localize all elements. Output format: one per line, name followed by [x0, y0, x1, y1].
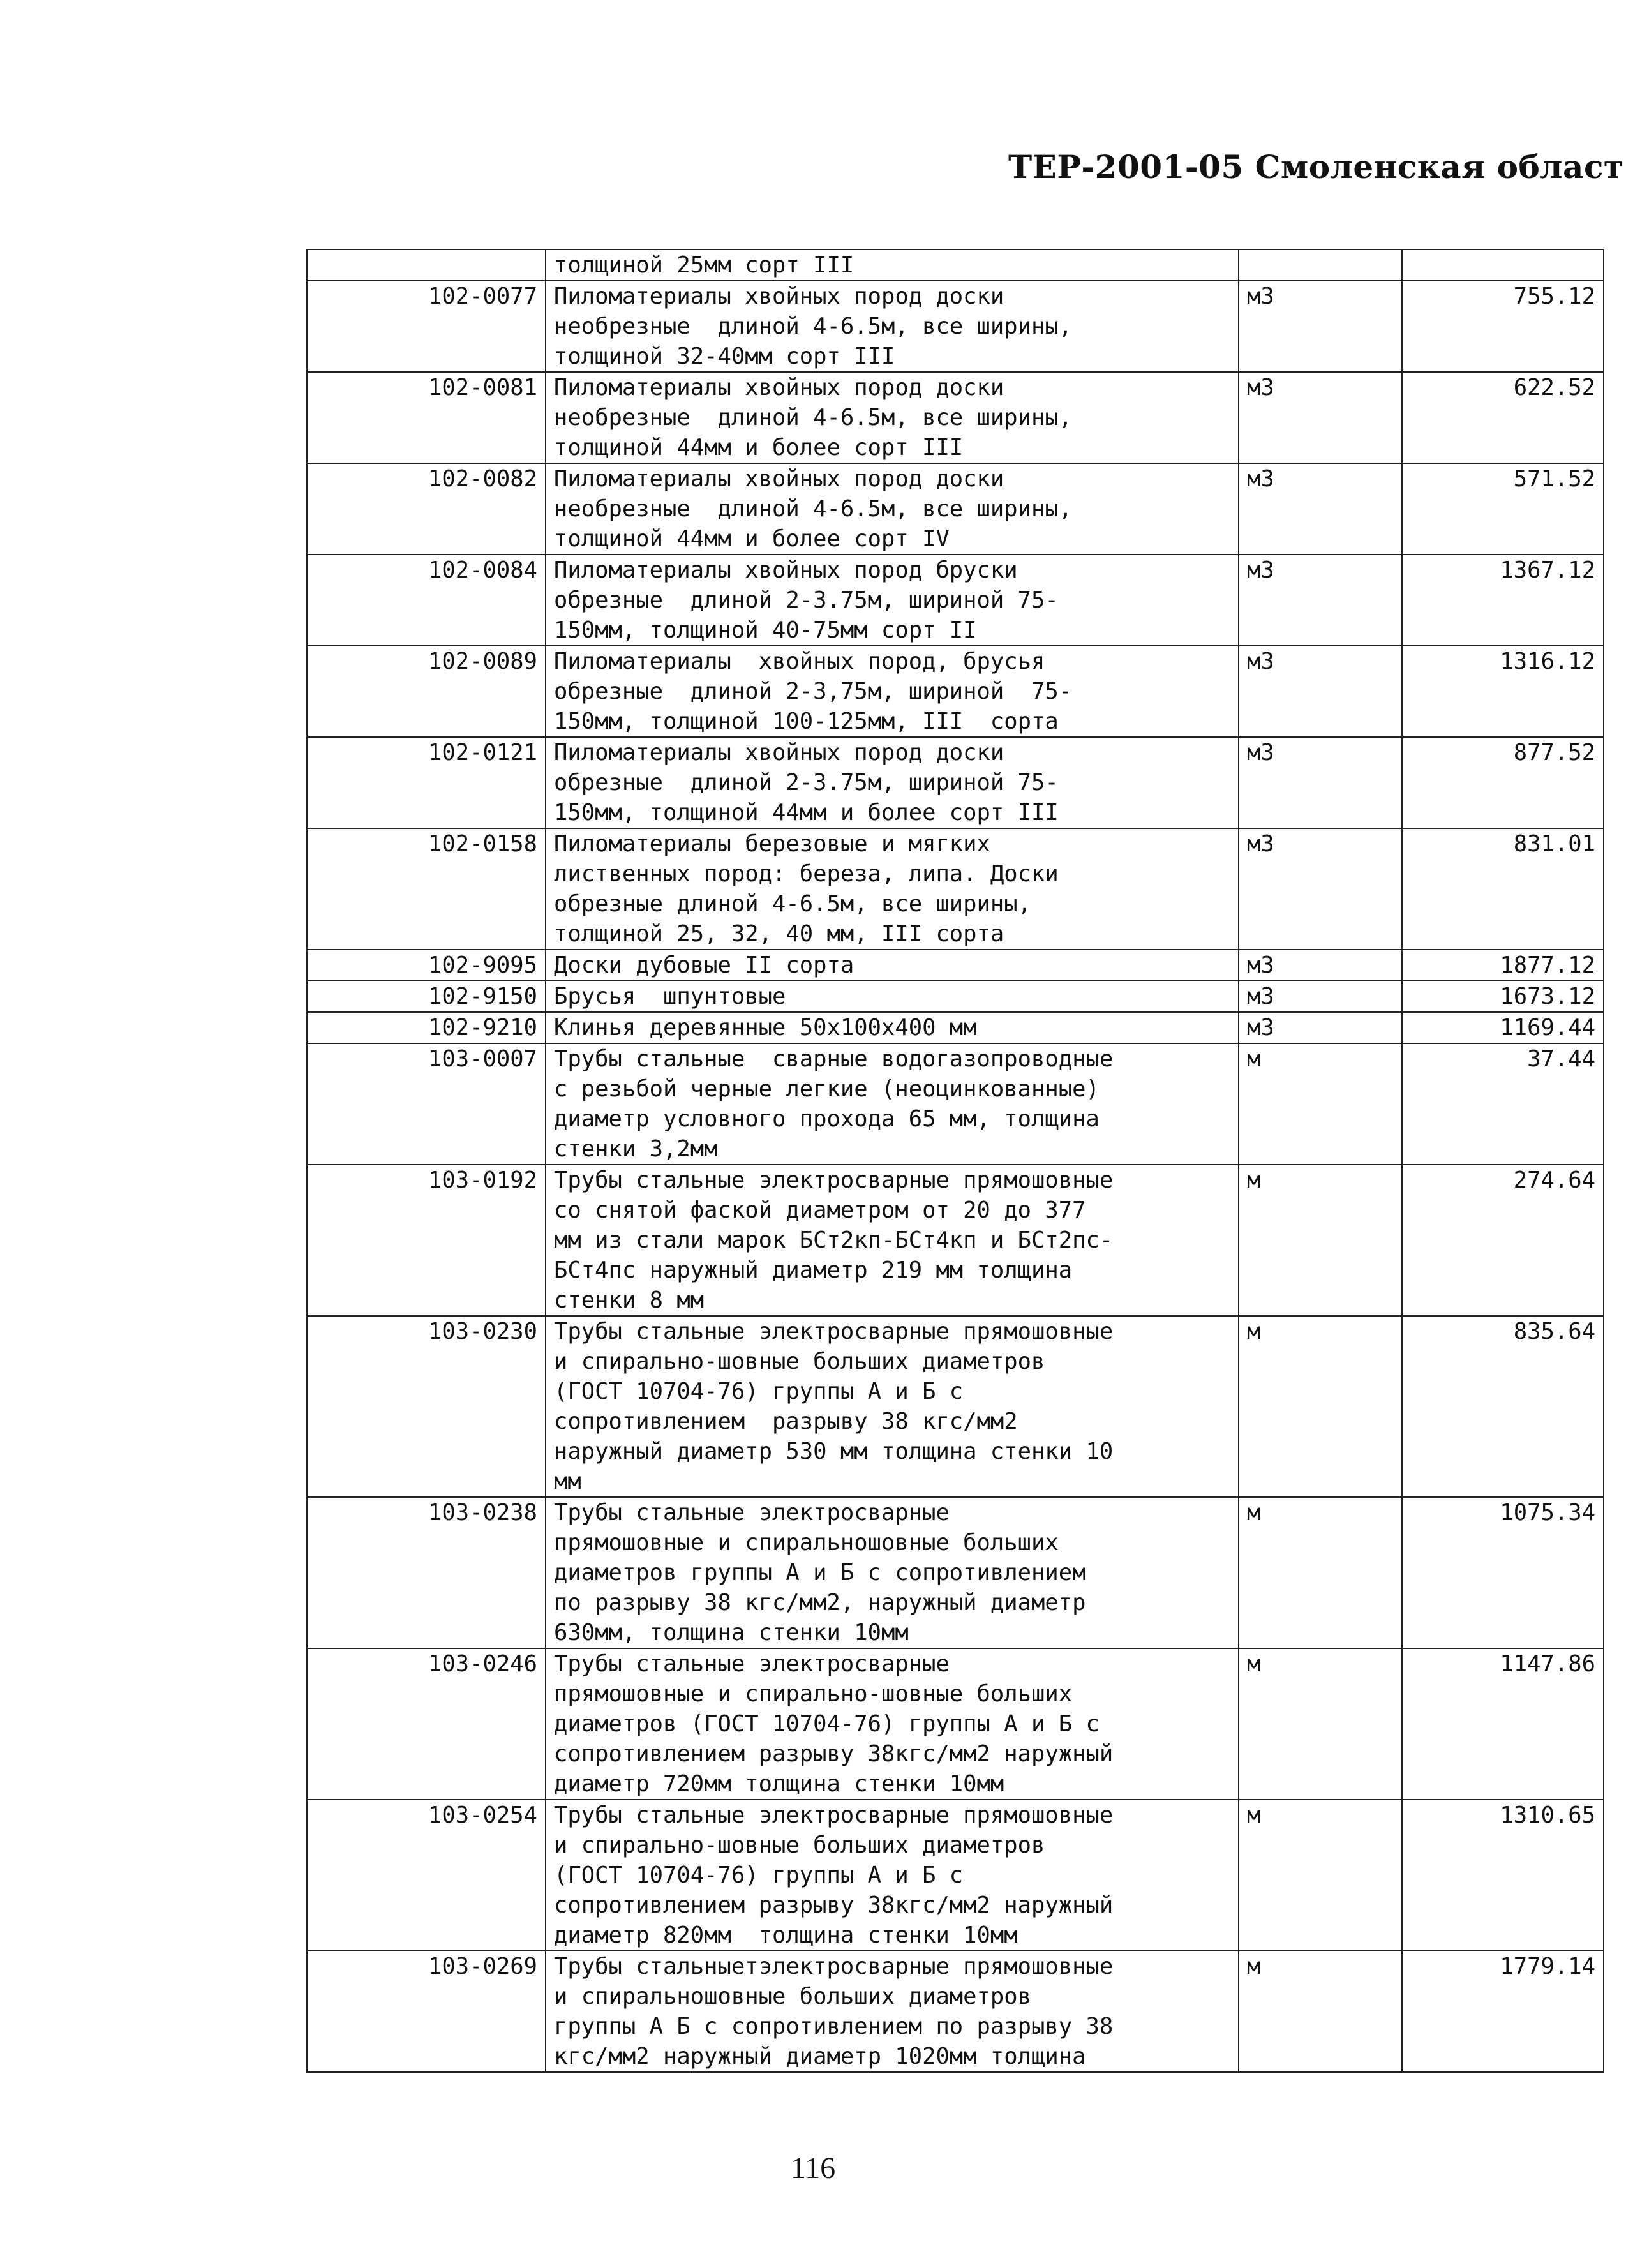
resource-name-cell: Пиломатериалы хвойных пород, брусья обрезные длиной 2-3,75м, шириной 75- 150мм, толщиной 100-125мм, III сорта — [546, 646, 1239, 737]
resource-code-cell: 103-0192 — [307, 1165, 546, 1316]
resource-name-cell: Трубы стальныетэлектросварные прямошовные и спиральношовные больших диаметров группы А Б с сопротивлением по разрыву 38 кгс/мм2 наружный диаметр 1020мм толщина — [546, 1951, 1239, 2072]
table-row — [307, 950, 1604, 981]
resource-code-cell: 103-0269 — [307, 1951, 546, 2072]
table-row — [307, 1800, 1604, 1951]
unit-cell: м3 — [1239, 981, 1402, 1012]
unit-cell: м3 — [1239, 828, 1402, 950]
price-cell: 835.64 — [1402, 1316, 1604, 1497]
unit-cell: м3 — [1239, 281, 1402, 372]
unit-cell: м3 — [1239, 555, 1402, 646]
unit-cell: м3 — [1239, 950, 1402, 981]
resource-code-cell: 103-0254 — [307, 1800, 546, 1951]
price-cell: 1075.34 — [1402, 1497, 1604, 1648]
unit-cell: м — [1239, 1800, 1402, 1951]
table-row — [307, 828, 1604, 950]
resource-code-cell: 102-0158 — [307, 828, 546, 950]
resource-name-cell: Клинья деревянные 50х100х400 мм — [546, 1012, 1239, 1043]
resource-name-cell: толщиной 25мм сорт III — [546, 250, 1239, 281]
price-cell: 1310.65 — [1402, 1800, 1604, 1951]
price-cell: 1169.44 — [1402, 1012, 1604, 1043]
resource-code-cell: 102-9150 — [307, 981, 546, 1012]
unit-cell: м3 — [1239, 646, 1402, 737]
resource-name-cell: Трубы стальные электросварные прямошовные и спирально-шовные больших диаметров (ГОСТ 10704-76) группы А и Б с сопротивлением разрыву 38кгс/мм2 наружный диаметр 720мм толщина стенки 10мм — [546, 1648, 1239, 1800]
price-cell: 877.52 — [1402, 737, 1604, 828]
resource-code-cell: 103-0238 — [307, 1497, 546, 1648]
resource-code-cell: 102-9095 — [307, 950, 546, 981]
table-row — [307, 1316, 1604, 1497]
price-cell: 755.12 — [1402, 281, 1604, 372]
price-table — [306, 249, 1604, 2073]
resource-code-cell: 103-0246 — [307, 1648, 546, 1800]
page-header: ТЕР-2001-05 Смоленская област — [1008, 148, 1624, 186]
unit-cell: м3 — [1239, 737, 1402, 828]
table-row — [307, 555, 1604, 646]
resource-name-cell: Трубы стальные электросварные прямошовные и спиральношовные больших диаметров группы А и Б с сопротивлением по разрыву 38 кгс/мм2, наружный диаметр 630мм, толщина стенки 10мм — [546, 1497, 1239, 1648]
price-cell: 1147.86 — [1402, 1648, 1604, 1800]
table-row — [307, 1497, 1604, 1648]
price-cell — [1402, 250, 1604, 281]
resource-name-cell: Пиломатериалы березовые и мягких лиственных пород: береза, липа. Доски обрезные длиной 4-6.5м, все ширины, толщиной 25, 32, 40 мм, III сорта — [546, 828, 1239, 950]
resource-code-cell: 103-0230 — [307, 1316, 546, 1497]
resource-code-cell: 102-0121 — [307, 737, 546, 828]
unit-cell: м — [1239, 1497, 1402, 1648]
price-cell: 1877.12 — [1402, 950, 1604, 981]
resource-code-cell: 102-0077 — [307, 281, 546, 372]
table-row — [307, 1165, 1604, 1316]
resource-name-cell: Брусья шпунтовые — [546, 981, 1239, 1012]
unit-cell: м3 — [1239, 463, 1402, 555]
unit-cell: м — [1239, 1316, 1402, 1497]
resource-name-cell: Пиломатериалы хвойных пород бруски обрезные длиной 2-3.75м, шириной 75- 150мм, толщиной 40-75мм сорт II — [546, 555, 1239, 646]
resource-name-cell: Пиломатериалы хвойных пород доски необрезные длиной 4-6.5м, все ширины, толщиной 32-40мм сорт III — [546, 281, 1239, 372]
price-table-body — [307, 250, 1604, 2072]
table-row — [307, 463, 1604, 555]
table-row — [307, 1012, 1604, 1043]
resource-name-cell: Доски дубовые II сорта — [546, 950, 1239, 981]
resource-code-cell — [307, 250, 546, 281]
resource-code-cell: 102-0081 — [307, 372, 546, 463]
resource-code-cell: 102-9210 — [307, 1012, 546, 1043]
unit-cell: м — [1239, 1043, 1402, 1165]
table-row — [307, 1951, 1604, 2072]
table-row — [307, 981, 1604, 1012]
price-cell: 1367.12 — [1402, 555, 1604, 646]
table-row — [307, 737, 1604, 828]
price-cell: 1316.12 — [1402, 646, 1604, 737]
table-row — [307, 281, 1604, 372]
resource-code-cell: 102-0089 — [307, 646, 546, 737]
unit-cell: м — [1239, 1648, 1402, 1800]
price-cell: 571.52 — [1402, 463, 1604, 555]
resource-name-cell: Трубы стальные сварные водогазопроводные с резьбой черные легкие (неоцинкованные) диаметр условного прохода 65 мм, толщина стенки 3,2мм — [546, 1043, 1239, 1165]
unit-cell: м3 — [1239, 1012, 1402, 1043]
price-cell: 37.44 — [1402, 1043, 1604, 1165]
resource-code-cell: 102-0084 — [307, 555, 546, 646]
price-cell: 274.64 — [1402, 1165, 1604, 1316]
price-cell: 1779.14 — [1402, 1951, 1604, 2072]
resource-name-cell: Пиломатериалы хвойных пород доски обрезные длиной 2-3.75м, шириной 75- 150мм, толщиной 44мм и более сорт III — [546, 737, 1239, 828]
price-cell: 1673.12 — [1402, 981, 1604, 1012]
unit-cell: м — [1239, 1951, 1402, 2072]
unit-cell — [1239, 250, 1402, 281]
resource-name-cell: Трубы стальные электросварные прямошовные и спирально-шовные больших диаметров (ГОСТ 10704-76) группы А и Б с сопротивлением разрыву 38кгс/мм2 наружный диаметр 820мм толщина стенки 10мм — [546, 1800, 1239, 1951]
resource-name-cell: Трубы стальные электросварные прямошовные и спирально-шовные больших диаметров (ГОСТ 10704-76) группы А и Б с сопротивлением разрыву 38 кгс/мм2 наружный диаметр 530 мм толщина стенки 10 мм — [546, 1316, 1239, 1497]
table-row — [307, 250, 1604, 281]
resource-name-cell: Трубы стальные электросварные прямошовные со снятой фаской диаметром от 20 до 377 мм из стали марок БСт2кп-БСт4кп и БСт2пс- БСт4пс наружный диаметр 219 мм толщина стенки 8 мм — [546, 1165, 1239, 1316]
resource-name-cell: Пиломатериалы хвойных пород доски необрезные длиной 4-6.5м, все ширины, толщиной 44мм и более сорт IV — [546, 463, 1239, 555]
unit-cell: м — [1239, 1165, 1402, 1316]
resource-code-cell: 103-0007 — [307, 1043, 546, 1165]
resource-code-cell: 102-0082 — [307, 463, 546, 555]
resource-name-cell: Пиломатериалы хвойных пород доски необрезные длиной 4-6.5м, все ширины, толщиной 44мм и более сорт III — [546, 372, 1239, 463]
unit-cell: м3 — [1239, 372, 1402, 463]
price-cell: 831.01 — [1402, 828, 1604, 950]
table-row — [307, 1043, 1604, 1165]
page-number: 116 — [790, 2151, 836, 2185]
table-row — [307, 1648, 1604, 1800]
table-row — [307, 372, 1604, 463]
price-cell: 622.52 — [1402, 372, 1604, 463]
table-row — [307, 646, 1604, 737]
